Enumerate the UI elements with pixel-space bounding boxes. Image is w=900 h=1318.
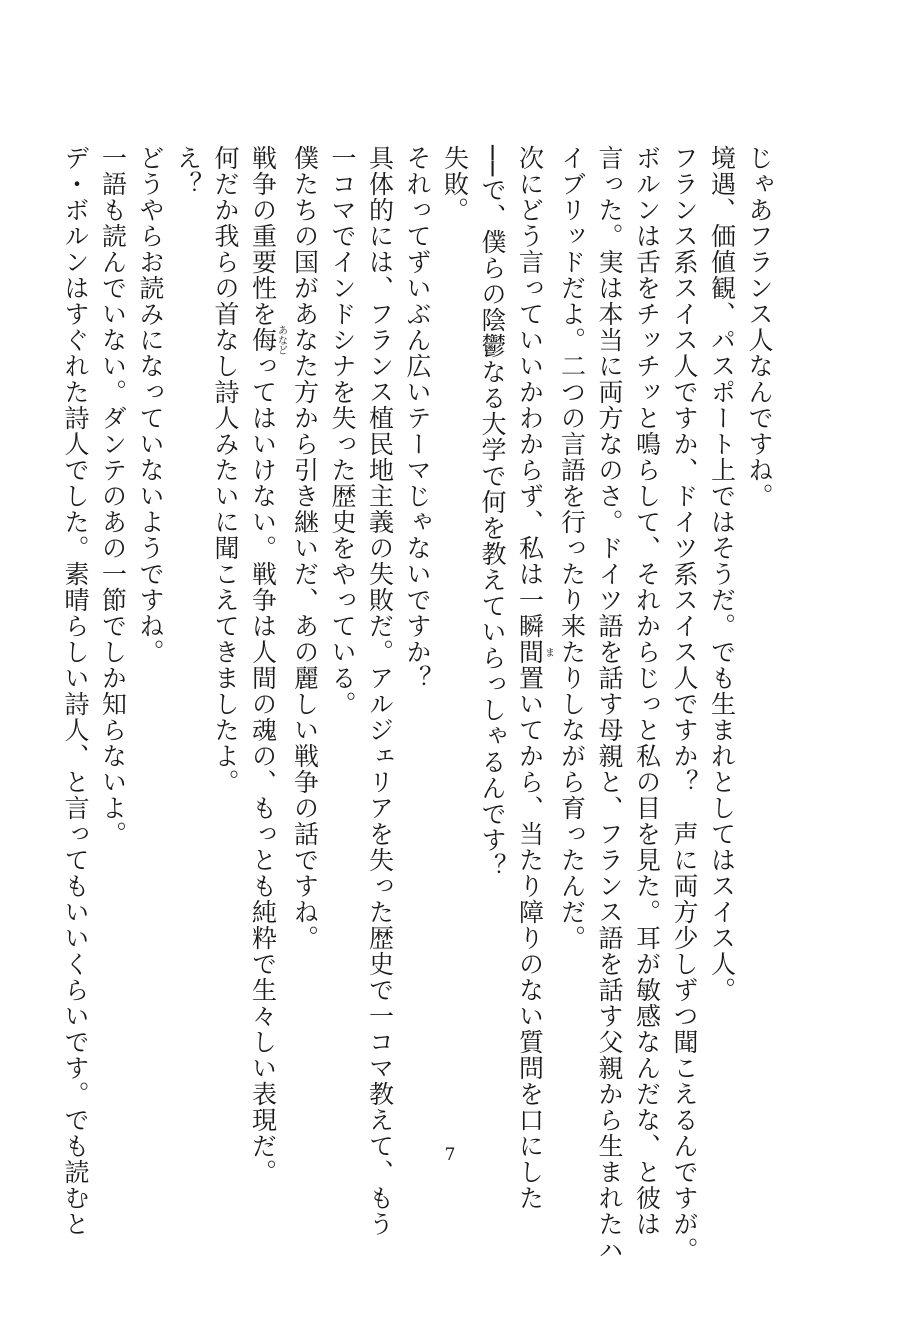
- text-line: 一語も読んでいない。ダンテのあの一節でしか知らないよ。: [98, 145, 128, 847]
- text-line: 失敗。: [440, 145, 470, 223]
- text-line: 何だか我らの首なし詩人みたいに聞こえてきましたよ。: [211, 145, 240, 795]
- text-line: 僕たちの国があなた方から引き継いだ、あの麗しい戦争の話ですね。: [290, 145, 320, 951]
- page-number: 7: [444, 1145, 456, 1165]
- ruby-reading: あなど: [275, 325, 287, 355]
- ruby-ma: [515, 639, 554, 665]
- text-segment: 戦争の重要性を: [248, 145, 278, 327]
- text-line: フランス系スイス人ですか、ドイツ系スイス人ですか？ 声に両方少しずつ聞こえるんですが。: [670, 145, 699, 1263]
- ruby-base: 間: [515, 639, 545, 665]
- text-line: 境遇、価値観、パスポート上ではそうだ。でも生まれとしてはスイス人。: [707, 145, 737, 1003]
- text-line: [244, 145, 287, 1185]
- text-line: 具体的には、フランス植民地主義の失敗だ。アルジェリアを失った歴史で一コマ教えて、もう: [365, 145, 395, 1237]
- text-line: 言った。実は本当に両方なのさ。ドイツ語を話す母親と、フランス語を話す父親から生まれたハ: [595, 145, 624, 1263]
- text-line: デ・ボルンはすぐれた詩人でした。素晴らしい詩人、と言ってもいいくらいです。でも読むと: [61, 145, 90, 1237]
- text-line: それってずいぶん広いテーマじゃないですか？: [403, 145, 432, 691]
- ruby-reading: ま: [542, 639, 554, 665]
- text-segment: 置いてから、当たり障りのない質問を口にした: [515, 665, 545, 1211]
- text-line: ボルンは舌をチッチッと鳴らして、それからじっと私の目を見た。耳が敏感なんだな、と彼は: [632, 145, 662, 1237]
- text-segment: 次にどう言っていいかわからず、私は一瞬: [515, 145, 545, 639]
- text-line: 一コマでインドシナを失った歴史をやっている。: [328, 145, 357, 717]
- ruby-base: 侮: [248, 325, 278, 355]
- vertical-text-body: [61, 145, 778, 1263]
- text-segment: ってはいけない。戦争は人間の魂の、もっとも純粋で生々しい表現だ。: [248, 353, 278, 1185]
- text-line: どうやらお読みになっていないようですね。: [136, 145, 165, 665]
- text-line: イブリッドだよ。二つの言語を行ったり来たりしながら育ったんだ。: [557, 145, 587, 951]
- text-line: じゃあフランス人なんですね。: [745, 145, 774, 509]
- text-line: ──で、僕らの陰鬱なる大学で何を教えていらっしゃるんです？: [478, 145, 507, 880]
- text-line: え？: [173, 145, 203, 197]
- ruby-anado: [248, 325, 287, 355]
- text-line: [511, 145, 554, 1211]
